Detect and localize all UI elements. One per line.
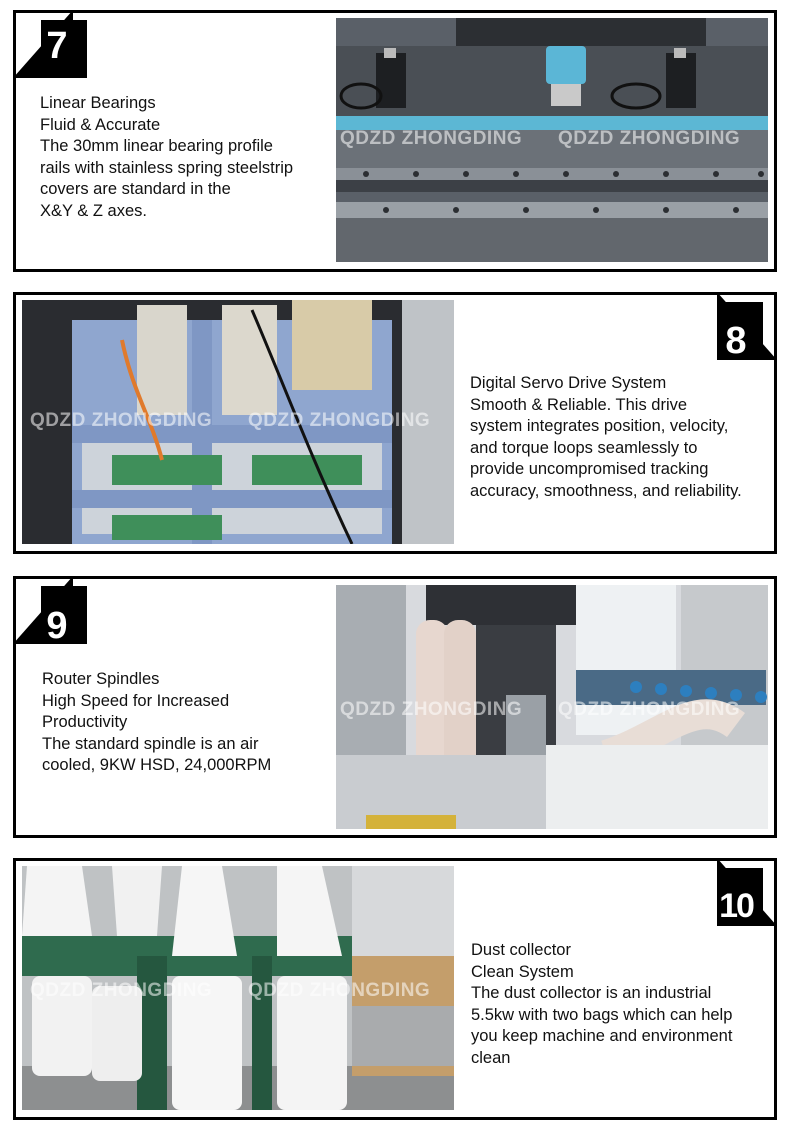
badge-number: 10 — [719, 887, 753, 925]
watermark-text: QDZD ZHONGDING — [558, 699, 741, 720]
router-spindle-photo — [336, 585, 768, 829]
feature-text — [471, 940, 732, 1069]
linear-bearing-photo — [336, 18, 768, 262]
feature-line: clean — [471, 1048, 511, 1067]
feature-subtitle: Smooth & Reliable. This drive — [470, 395, 688, 414]
feature-line: provide uncompromised tracking — [470, 460, 709, 478]
watermark-text: QDZD ZHONGDING — [340, 699, 523, 720]
feature-subtitle: Clean System — [471, 962, 574, 981]
feature-line: cooled, 9KW HSD, 24,000RPM — [42, 756, 272, 774]
badge-number: 8 — [725, 320, 747, 362]
feature-line: The dust collector is an industrial — [471, 984, 712, 1002]
servo-cabinet-photo — [22, 300, 454, 544]
feature-line: accuracy, smoothness, and reliability. — [470, 481, 742, 500]
feature-text — [470, 373, 742, 502]
feature-text — [40, 93, 293, 222]
feature-title: Router Spindles — [42, 670, 160, 688]
feature-line: system integrates position, velocity, — [470, 417, 729, 435]
watermark-text: QDZD ZHONGDING — [248, 980, 431, 1001]
feature-line: The standard spindle is an air — [42, 734, 259, 753]
badge-number: 7 — [46, 25, 68, 67]
feature-subtitle: High Speed for Increased — [42, 691, 230, 710]
feature-title: Dust collector — [471, 941, 571, 959]
watermark-text: QDZD ZHONGDING — [340, 128, 523, 149]
feature-line: you keep machine and environment — [471, 1027, 733, 1045]
watermark-text: QDZD ZHONGDING — [558, 128, 741, 149]
feature-subtitle: Fluid & Accurate — [40, 115, 161, 134]
badge-number: 9 — [46, 605, 68, 647]
feature-line: The 30mm linear bearing profile — [40, 137, 273, 155]
feature-line: X&Y & Z axes. — [40, 201, 147, 220]
feature-title: Digital Servo Drive System — [470, 374, 667, 392]
feature-line: rails with stainless spring steelstrip — [40, 158, 294, 177]
feature-line: and torque loops seamlessly to — [470, 438, 698, 457]
watermark-text: QDZD ZHONGDING — [248, 410, 431, 431]
feature-line: 5.5kw with two bags which can help — [471, 1005, 733, 1024]
feature-line: covers are standard in the — [40, 180, 231, 198]
feature-text — [42, 669, 271, 777]
dust-collector-photo — [22, 866, 454, 1110]
feature-line: Productivity — [42, 713, 128, 731]
feature-title: Linear Bearings — [40, 94, 156, 112]
watermark-text: QDZD ZHONGDING — [30, 410, 213, 431]
watermark-text: QDZD ZHONGDING — [30, 980, 213, 1001]
